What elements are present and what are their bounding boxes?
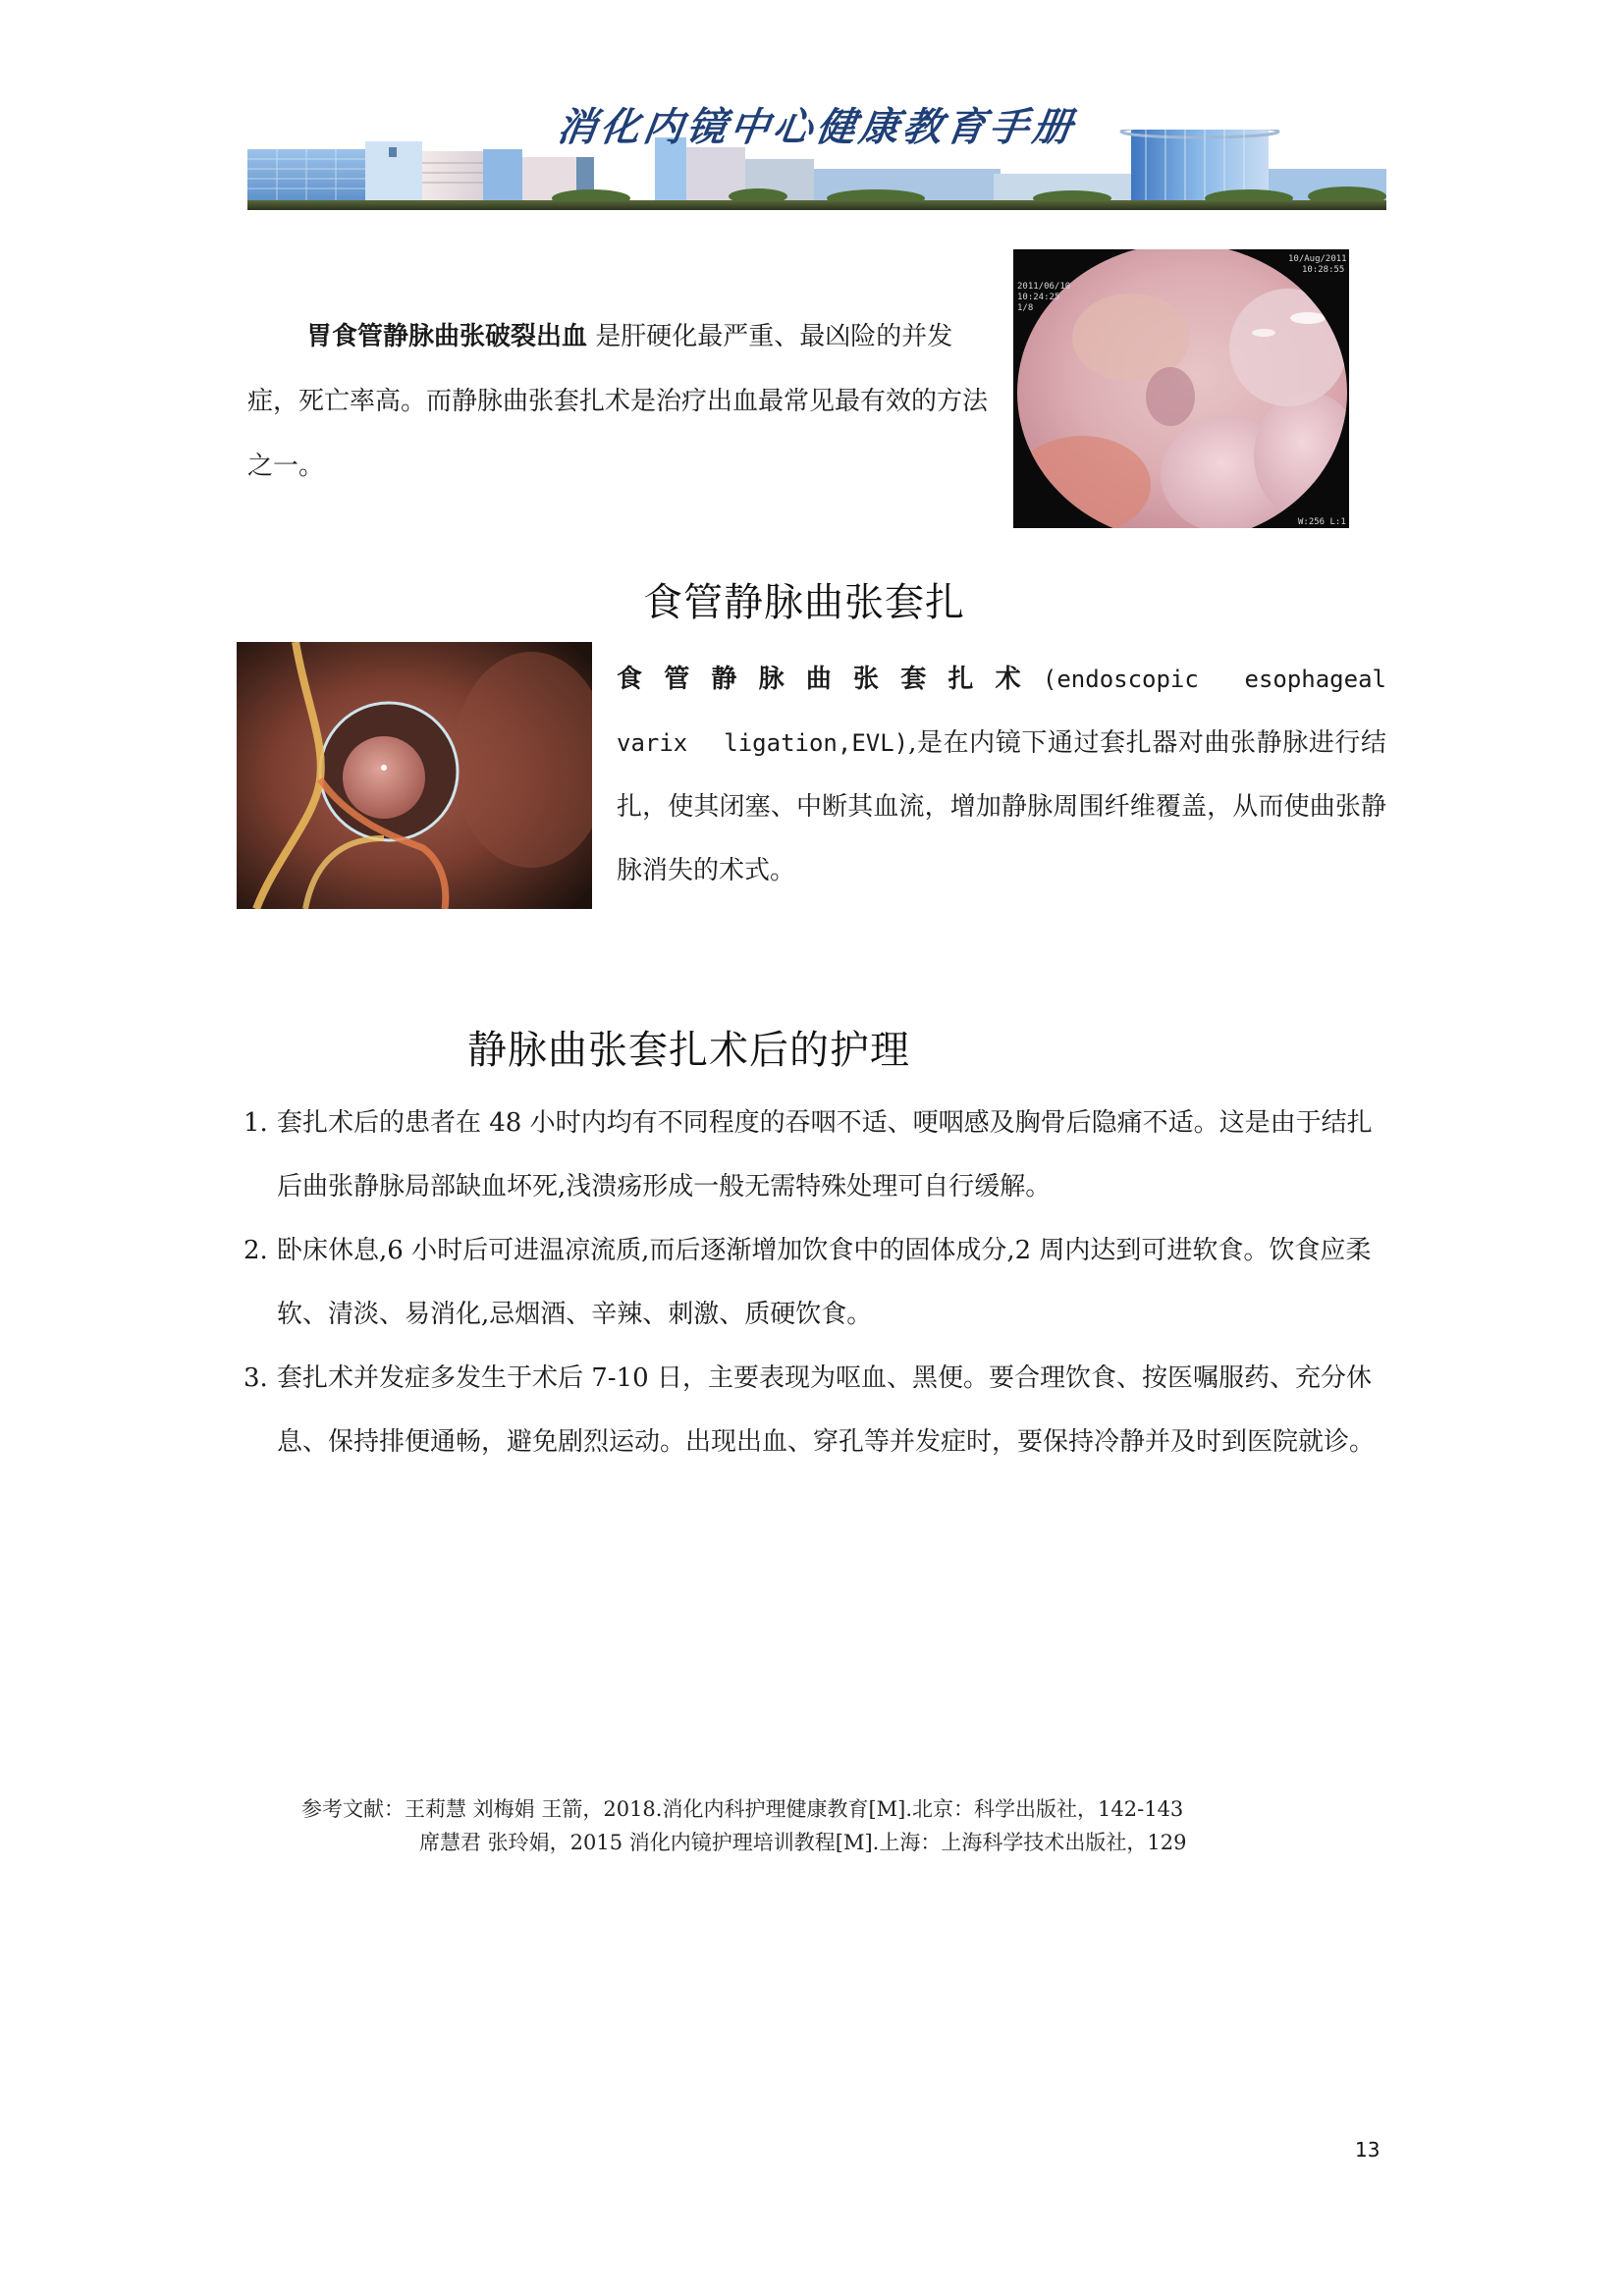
varices-overlay-date-left: 2011/06/10	[1017, 282, 1071, 292]
handbook-title: 消化内镜中心健康教育手册	[554, 104, 1079, 150]
evl-term: 食管静脉曲张套扎术	[617, 665, 1043, 694]
varices-overlay-frame-left: 1/8	[1017, 303, 1034, 313]
references-label: 参考文献：	[301, 1797, 405, 1821]
care-list-item	[244, 1219, 1388, 1347]
varices-photo-illustration	[1013, 249, 1349, 528]
varices-overlay-time-right: 10:28:55	[1302, 265, 1345, 275]
evl-definition-paragraph	[617, 648, 1386, 903]
care-item-number: 3.	[244, 1363, 268, 1393]
care-item-text: 套扎术并发症多发生于术后 7-10 日，主要表现为呕血、黑便。要合理饮食、按医嘱服药、充分休息、保持排便通畅，避免剧烈运动。出现出血、穿孔等并发症时，要保持冷静并及时到医院就诊。	[277, 1363, 1376, 1457]
care-item-number: 1.	[244, 1108, 268, 1138]
band-ligation-endoscopy-image	[237, 642, 592, 909]
header-banner	[247, 90, 1386, 210]
ligation-photo-illustration	[237, 642, 592, 909]
references	[301, 1792, 1381, 1859]
varices-overlay-time-left: 10:24:25	[1017, 293, 1060, 302]
section-heading-evl: 食管静脉曲张套扎	[643, 580, 965, 625]
intro-paragraph	[247, 304, 994, 499]
evl-english-term: (endoscopic esophageal varix ligation,EVL)	[617, 666, 1386, 757]
reference-1: 王莉慧 刘梅娟 王箭，2018.消化内科护理健康教育[M].北京：科学出版社，142-143	[405, 1797, 1184, 1821]
reference-2: 席慧君 张玲娟，2015 消化内镜护理培训教程[M].上海：上海科学技术出版社，129	[419, 1831, 1187, 1854]
banner-ground-strip	[247, 200, 1386, 210]
evl-description: ,是在内镜下通过套扎器对曲张静脉进行结扎，使其闭塞、中断其血流，增加静脉周围纤维覆盖，从而使曲张静脉消失的术式。	[617, 728, 1386, 885]
varices-overlay-date-right: 10/Aug/2011	[1288, 254, 1347, 264]
esophageal-varices-endoscopy-image	[1013, 249, 1349, 528]
intro-text: 是肝硬化最严重、最凶险的并发症，死亡率高。而静脉曲张套扎术是治疗出血最常见最有效的方法之一。	[247, 322, 989, 481]
varices-overlay-window-level: W:256 L:1	[1298, 517, 1346, 527]
care-item-number: 2.	[244, 1236, 268, 1265]
reference-line-2	[301, 1826, 1381, 1859]
care-item-text: 卧床休息,6 小时后可进温凉流质,而后逐渐增加饮食中的固体成分,2 周内达到可进软食。饮食应柔软、清淡、易消化,忌烟酒、辛辣、刺激、质硬饮食。	[277, 1236, 1372, 1329]
page-number: 13	[1355, 2138, 1380, 2162]
intro-bold-term: 胃食管静脉曲张破裂出血	[306, 322, 588, 351]
post-op-care-list	[244, 1092, 1388, 1474]
care-list-item	[244, 1347, 1388, 1474]
care-list-item	[244, 1092, 1388, 1219]
section-heading-post-op-care: 静脉曲张套扎术后的护理	[467, 1028, 910, 1073]
reference-line-1	[301, 1792, 1381, 1826]
care-item-text: 套扎术后的患者在 48 小时内均有不同程度的吞咽不适、哽咽感及胸骨后隐痛不适。这是由于结扎后曲张静脉局部缺血坏死,浅溃疡形成一般无需特殊处理可自行缓解。	[277, 1108, 1373, 1201]
